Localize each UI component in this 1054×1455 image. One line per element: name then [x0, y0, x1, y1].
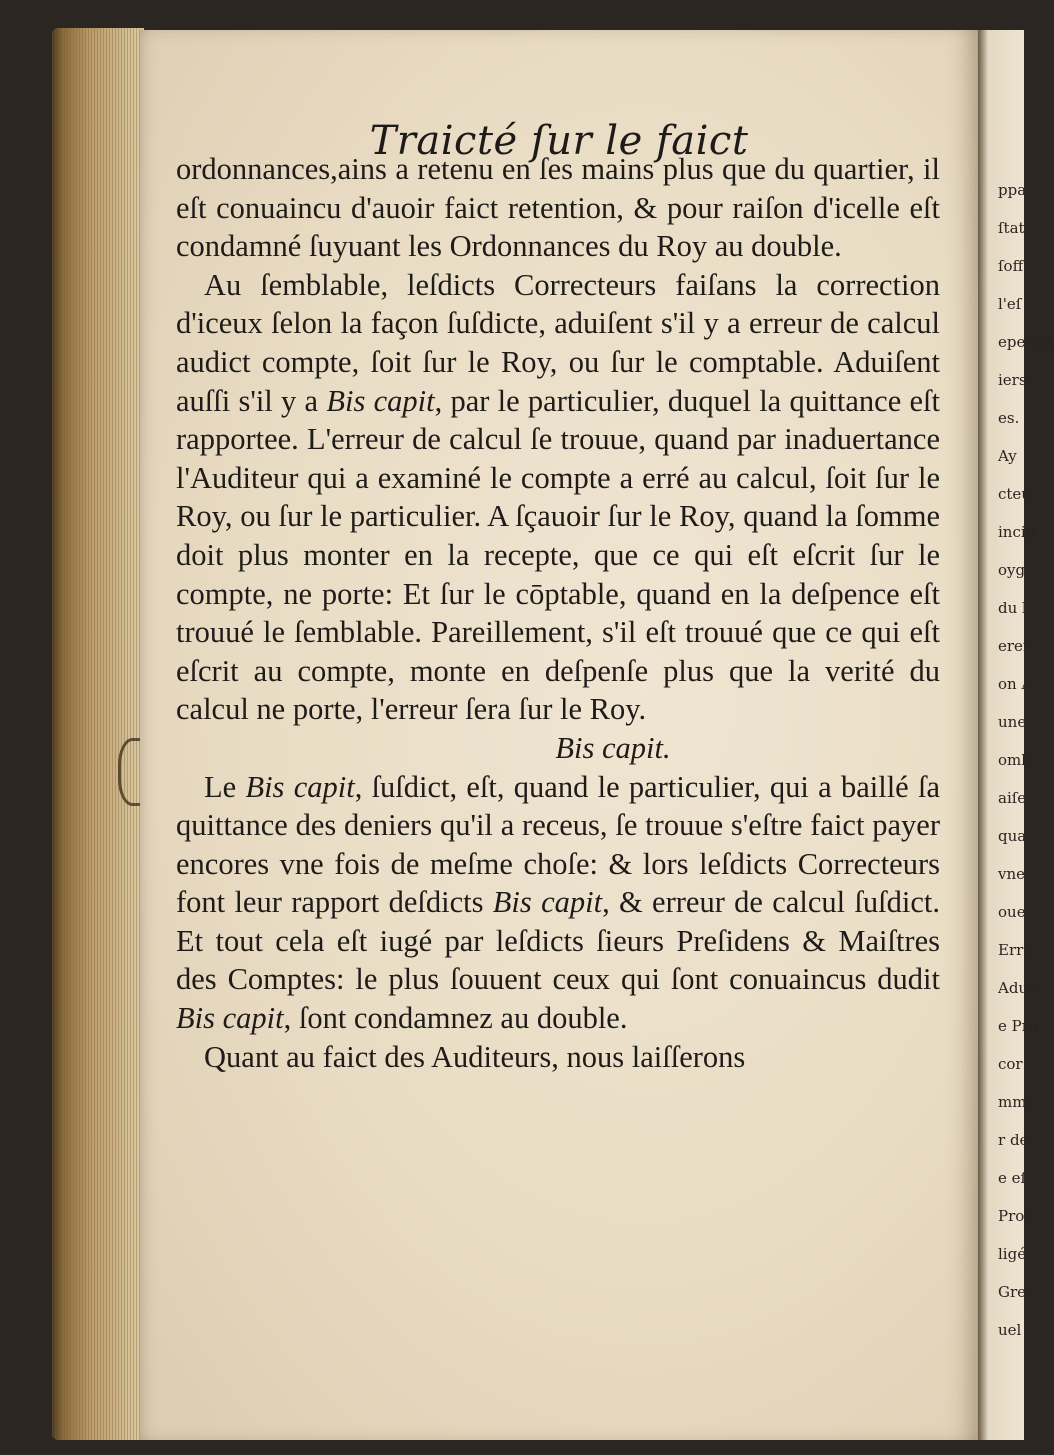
latin-term: Bis capit: [245, 769, 355, 804]
facing-page-fragment: es.: [998, 409, 1020, 427]
paragraph-3: Le Bis capit, ſuſdict, eſt, quand le particulier, qui a baillé ſa quittance des deniers qu'il a receus, ſe trouue s'eſtre faict payer encores vne fois de meſme choſe: & lors leſdicts Correcteurs font leur rapport deſdicts Bis capit, & erreur de calcul ſuſdict. Et tout cela eſt iugé par leſdicts ſieurs Preſidens & Maiſtres des Comptes: le plus ſouuent ceux qui ſont conuaincus dudit Bis capit, ſont condamnez au double.: [176, 769, 940, 1036]
paragraph-1: ordonnances,ains a retenu en ſes mains plus que du quartier, il eſt conuaincu d'auoir faict retention, & pour raiſon d'icelle eſt condamné ſuyuant les Ordonnances du Roy au double.: [176, 152, 940, 264]
facing-page-fragment: e Pro: [998, 1017, 1038, 1035]
facing-page-fragment: vne: [998, 865, 1026, 883]
facing-page-fragment: ppa: [998, 181, 1027, 199]
facing-page-fragment: cteu: [998, 485, 1031, 503]
facing-page-fragment: du l: [998, 599, 1027, 617]
facing-page-fragment: l'eſ: [998, 295, 1022, 313]
facing-page-fragment: mme: [998, 1093, 1036, 1111]
facing-page-fragment: Erre: [998, 941, 1033, 959]
facing-page-fragment: incip: [998, 523, 1036, 541]
facing-page-fragment: Proc: [998, 1207, 1033, 1225]
facing-page-fragment: ependa: [998, 333, 1054, 351]
latin-term: Bis capit: [176, 1001, 284, 1036]
facing-page-fragment: omb: [998, 751, 1031, 769]
facing-page-fragment: ſtat: [998, 219, 1025, 237]
latin-term: Bis capit: [492, 885, 603, 920]
facing-page-edge: [978, 30, 1054, 1440]
page-block-edges: [52, 28, 144, 1440]
facing-page-fragment: oyg: [998, 561, 1026, 579]
facing-page-fragment: Grei: [998, 1283, 1031, 1301]
facing-page-fragment: aiſe: [998, 789, 1027, 807]
running-head: Traicté ſur le faict: [369, 118, 749, 164]
facing-page-fragment: cor: [998, 1055, 1023, 1073]
facing-page-fragment: ſoff: [998, 257, 1024, 275]
facing-page-fragment: oue: [998, 903, 1026, 921]
facing-page-text: [978, 180, 1054, 1340]
paragraph-4: Quant au faict des Auditeurs, nous laiſſerons: [204, 1039, 746, 1074]
facing-page-fragment: Aduo: [998, 979, 1038, 997]
page-text: [176, 150, 940, 1076]
facing-page-fragment: Ay: [998, 447, 1017, 465]
facing-page-fragment: erer: [998, 637, 1031, 655]
latin-term: Bis capit: [326, 383, 435, 418]
section-heading: Bis capit.: [555, 730, 671, 765]
facing-page-fragment: e eſ: [998, 1169, 1027, 1187]
facing-page-fragment: uel: [998, 1321, 1022, 1339]
paragraph-2: Au ſemblable, leſdicts Correcteurs faiſans la correction d'iceux ſelon la façon ſuſdicte, aduiſent s'il y a erreur de calcul audict compte, ſoit ſur le Roy, ou ſur le comptable. Aduiſent auſſi s'il y a Bis capit, par le particulier, duquel la quittance eſt rapportee. L'erreur de calcul ſe trouue, quand par inaduertance l'Auditeur qui a examiné le compte a erré au calcul, ſoit ſur le Roy, ou ſur le particulier. A ſçauoir ſur le Roy, quand la ſomme doit plus monter en la recepte, que ce qui eſt eſcrit ſur le compte, ne porte: Et ſur le cōptable, quand en la deſpence eſt trouué le ſemblable. Pareillement, s'il eſt trouué que ce qui eſt eſcrit au compte, monte en deſpenſe plus que la verité du calcul ne porte, l'erreur ſera ſur le Roy.: [176, 267, 940, 727]
facing-page-fragment: une: [998, 713, 1027, 731]
facing-page-fragment: on A: [998, 675, 1033, 693]
facing-page-fragment: qua: [998, 827, 1027, 845]
facing-page-fragment: iers: [998, 371, 1027, 389]
facing-page-fragment: ligé: [998, 1245, 1027, 1263]
facing-page-fragment: r de: [998, 1131, 1029, 1149]
